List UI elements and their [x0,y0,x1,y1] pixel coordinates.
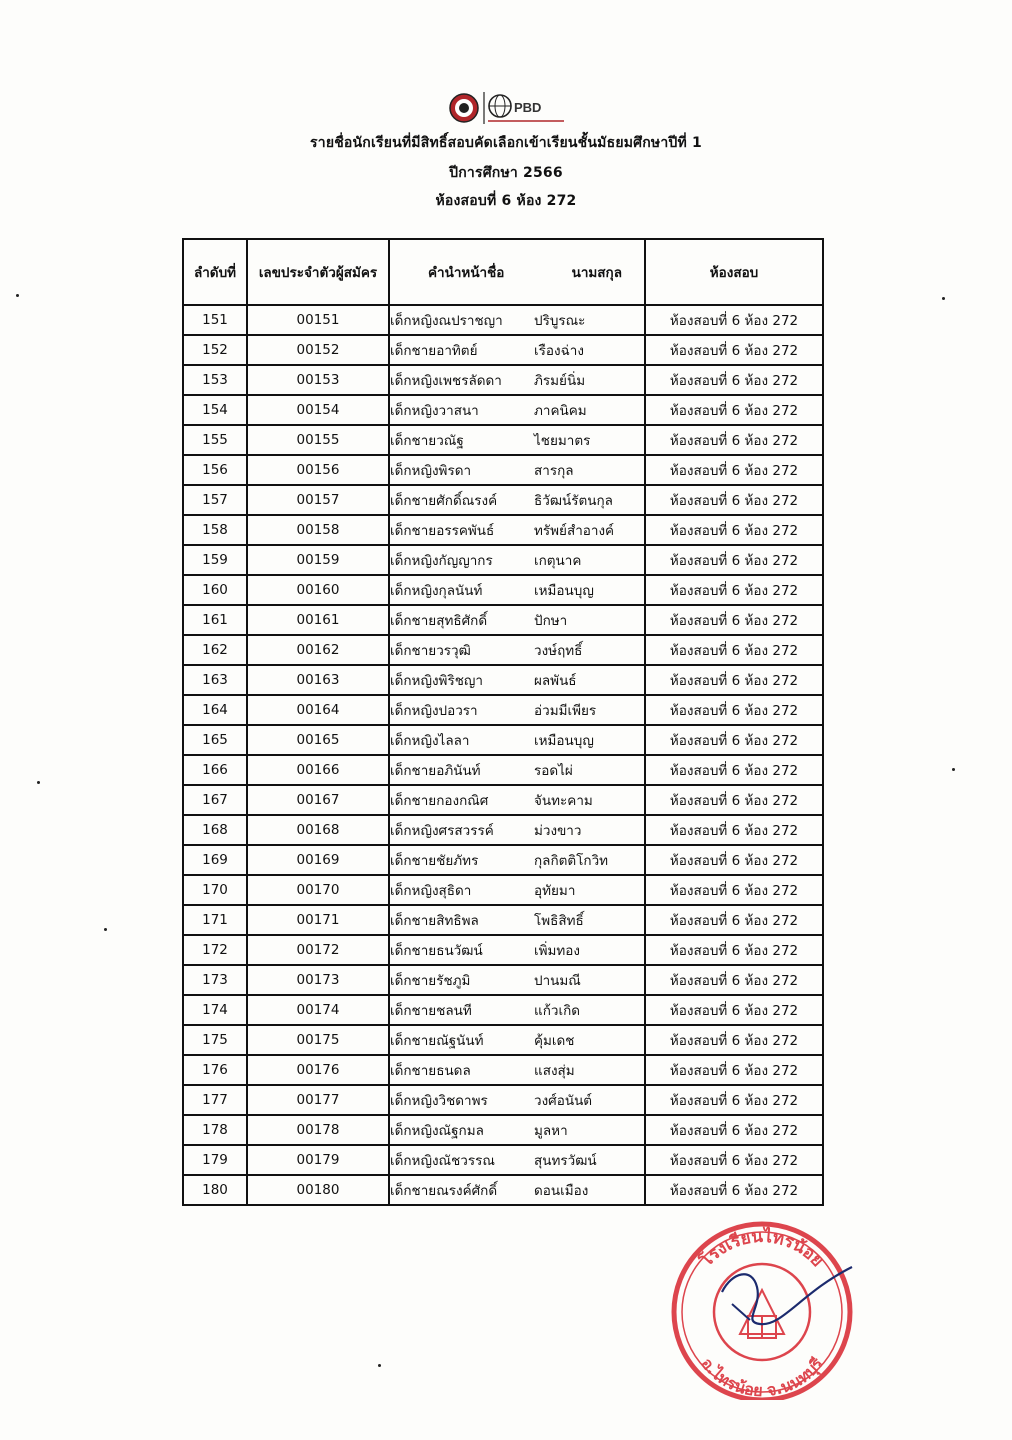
applicant-name: เด็กชายชัยภัทร [390,853,479,869]
applicant-surname: วงศ์อนันต์ [534,1093,593,1109]
row-number: 166 [183,755,247,785]
applicant-id: 00169 [247,845,389,875]
applicant-id: 00160 [247,575,389,605]
applicant-id: 00152 [247,335,389,365]
exam-room: ห้องสอบที่ 6 ห้อง 272 [645,545,823,575]
applicant-id: 00178 [247,1115,389,1145]
exam-room: ห้องสอบที่ 6 ห้อง 272 [645,1175,823,1205]
applicant-surname: ปักษา [534,613,568,629]
academic-year: ปีการศึกษา 2566 [449,165,563,181]
applicant-surname: แสงสุ่ม [534,1063,575,1079]
applicant-name-cell [389,605,645,635]
applicant-id: 00167 [247,785,389,815]
exam-room: ห้องสอบที่ 6 ห้อง 272 [645,515,823,545]
exam-room: ห้องสอบที่ 6 ห้อง 272 [645,1085,823,1115]
applicant-surname: สารกุล [534,463,574,479]
exam-room: ห้องสอบที่ 6 ห้อง 272 [645,1055,823,1085]
table-row [183,515,823,545]
applicant-name-cell [389,935,645,965]
applicant-name: เด็กชายวณัฐ [390,433,464,449]
table-row [183,545,823,575]
applicant-name-cell [389,785,645,815]
svg-text:อ.ไทรน้อย จ.นนทบุรี [697,1354,827,1400]
applicant-name-cell [389,1085,645,1115]
applicant-surname: กุลกิตติโกวิท [534,853,609,869]
exam-room: ห้องสอบที่ 6 ห้อง 272 [645,845,823,875]
table-row [183,335,823,365]
exam-room: ห้องสอบที่ 6 ห้อง 272 [645,725,823,755]
table-row [183,665,823,695]
applicant-id: 00164 [247,695,389,725]
row-number: 178 [183,1115,247,1145]
svg-text:โรงเรียนไทรน้อย [695,1226,827,1272]
table-row [183,425,823,455]
row-number: 180 [183,1175,247,1205]
applicant-surname: เหมือนบุญ [534,733,594,749]
exam-room: ห้องสอบที่ 6 ห้อง 272 [645,395,823,425]
applicant-surname: ม่วงขาว [534,823,582,839]
row-number: 154 [183,395,247,425]
row-number: 163 [183,665,247,695]
applicant-id: 00156 [247,455,389,485]
table-row [183,455,823,485]
applicant-surname: ทรัพย์สำอางค์ [534,523,615,539]
applicant-name-cell [389,725,645,755]
applicant-surname: ปานมณี [534,973,581,989]
table-header-row [183,239,823,305]
table-row [183,1175,823,1205]
table-row [183,605,823,635]
table-row [183,905,823,935]
applicant-id: 00157 [247,485,389,515]
applicant-surname: ธิวัฒน์รัตนกุล [534,493,613,509]
applicant-surname: วงษ์ฤทธิ์ [534,643,583,659]
applicant-name: เด็กชายอภินันท์ [390,763,481,779]
applicant-id: 00159 [247,545,389,575]
scan-speck [16,294,19,297]
applicant-name-cell [389,755,645,785]
applicant-surname: แก้วเกิด [534,1003,581,1019]
exam-room: ห้องสอบที่ 6 ห้อง 272 [645,365,823,395]
applicant-name-cell [389,695,645,725]
exam-room: ห้องสอบที่ 6 ห้อง 272 [645,335,823,365]
row-number: 172 [183,935,247,965]
applicant-name: เด็กชายสิทธิพล [390,913,479,929]
applicant-name: เด็กหญิงพิริชญา [390,673,483,689]
row-number: 176 [183,1055,247,1085]
row-number: 161 [183,605,247,635]
applicant-name-cell [389,845,645,875]
applicant-name: เด็กหญิงวาสนา [390,403,479,419]
applicant-name: เด็กหญิงปอวรา [390,703,478,719]
applicant-id: 00154 [247,395,389,425]
exam-room: ห้องสอบที่ 6 ห้อง 272 [645,995,823,1025]
applicant-id: 00166 [247,755,389,785]
table-row [183,575,823,605]
applicant-name: เด็กชายรัชภูมิ [390,973,471,989]
table-row [183,785,823,815]
signature [722,1267,852,1324]
scan-speck [378,1364,381,1367]
logo-text: PBD [514,100,542,115]
applicant-name-cell [389,575,645,605]
table-row [183,755,823,785]
row-number: 179 [183,1145,247,1175]
document-title: รายชื่อนักเรียนที่มีสิทธิ์สอบคัดเลือกเข้าเรียนชั้นมัธยมศึกษาปีที่ 1 [310,135,702,151]
row-number: 173 [183,965,247,995]
applicant-surname: อุทัยมา [534,883,576,899]
table-row [183,695,823,725]
applicant-surname: เรืองฉ่าง [534,343,584,359]
col-header-applicant-id: เลขประจำตัวผู้สมัคร [247,239,389,305]
col-header-prefix-name: คำนำหน้าชื่อ [428,265,505,281]
applicant-id: 00163 [247,665,389,695]
table-row [183,485,823,515]
applicant-id: 00168 [247,815,389,845]
applicant-name-cell [389,515,645,545]
applicant-name: เด็กหญิงสุธิดา [390,883,472,899]
row-number: 167 [183,785,247,815]
applicant-id: 00151 [247,305,389,335]
applicant-name-cell [389,965,645,995]
applicant-name: เด็กหญิงศรสวรรค์ [390,823,494,839]
table-row [183,875,823,905]
exam-room: ห้องสอบที่ 6 ห้อง 272 [645,965,823,995]
table-body [183,305,823,1205]
applicant-id: 00177 [247,1085,389,1115]
table-row [183,935,823,965]
applicant-id: 00174 [247,995,389,1025]
applicant-name-cell [389,905,645,935]
exam-room: ห้องสอบที่ 6 ห้อง 272 [645,1115,823,1145]
row-number: 158 [183,515,247,545]
applicant-surname: ปริบูรณะ [534,313,586,329]
row-number: 164 [183,695,247,725]
table-row [183,1085,823,1115]
row-number: 157 [183,485,247,515]
col-header-surname: นามสกุล [571,265,622,281]
applicant-surname: โพธิสิทธิ์ [534,913,584,929]
table-row [183,365,823,395]
applicant-id: 00179 [247,1145,389,1175]
exam-room: ห้องสอบที่ 6 ห้อง 272 [645,1145,823,1175]
applicant-surname: ดอนเมือง [534,1183,589,1199]
table-row [183,725,823,755]
applicant-surname: ภิรมย์นิ่ม [534,373,586,389]
row-number: 152 [183,335,247,365]
applicant-name: เด็กหญิงณัชวรรณ [390,1153,495,1169]
exam-room: ห้องสอบที่ 6 ห้อง 272 [645,905,823,935]
table-row [183,815,823,845]
applicant-name: เด็กชายสุทธิศักดิ์ [390,613,488,629]
applicant-name-cell [389,815,645,845]
exam-room: ห้องสอบที่ 6 ห้อง 272 [645,455,823,485]
applicant-name-cell [389,1115,645,1145]
applicant-name-cell [389,1145,645,1175]
applicant-name-cell [389,425,645,455]
exam-room-title: ห้องสอบที่ 6 ห้อง 272 [435,193,577,209]
applicant-name: เด็กชายณรงค์ศักดิ์ [390,1183,498,1199]
table-row [183,1115,823,1145]
applicant-name: เด็กหญิงณัฐกมล [390,1123,484,1139]
row-number: 165 [183,725,247,755]
applicant-name-cell [389,365,645,395]
applicant-name-cell [389,305,645,335]
applicant-surname: สุนทรวัฒน์ [534,1153,597,1169]
applicant-name: เด็กหญิงไลลา [390,733,470,749]
applicant-name: เด็กชายอาทิตย์ [390,343,478,359]
table-row [183,965,823,995]
table-row [183,1145,823,1175]
row-number: 174 [183,995,247,1025]
exam-room: ห้องสอบที่ 6 ห้อง 272 [645,635,823,665]
col-header-room: ห้องสอบ [645,239,823,305]
row-number: 170 [183,875,247,905]
exam-room: ห้องสอบที่ 6 ห้อง 272 [645,305,823,335]
row-number: 177 [183,1085,247,1115]
row-number: 151 [183,305,247,335]
col-header-name [389,239,645,305]
school-emblem-icon [450,94,478,122]
exam-room: ห้องสอบที่ 6 ห้อง 272 [645,575,823,605]
applicant-name: เด็กหญิงณปราชญา [390,313,503,329]
row-number: 160 [183,575,247,605]
applicant-surname: รอดไผ่ [534,763,573,779]
applicant-name-cell [389,545,645,575]
applicant-surname: เพิ่มทอง [534,943,581,959]
applicant-surname: มูลหา [534,1123,568,1139]
exam-room: ห้องสอบที่ 6 ห้อง 272 [645,755,823,785]
row-number: 159 [183,545,247,575]
applicant-name: เด็กชายธนดล [390,1063,471,1079]
table-row [183,635,823,665]
applicant-surname: ภาคนิคม [534,403,587,419]
exam-room: ห้องสอบที่ 6 ห้อง 272 [645,815,823,845]
scan-speck [104,928,107,931]
stamp-text-bottom: อ.ไทรน้อย จ.นนทบุรี [697,1354,827,1400]
applicant-id: 00175 [247,1025,389,1055]
applicant-name: เด็กหญิงวิชดาพร [390,1093,488,1109]
row-number: 171 [183,905,247,935]
table-row [183,395,823,425]
table-row [183,845,823,875]
applicant-id: 00171 [247,905,389,935]
applicant-id: 00165 [247,725,389,755]
row-number: 162 [183,635,247,665]
applicant-name-cell [389,665,645,695]
exam-room: ห้องสอบที่ 6 ห้อง 272 [645,665,823,695]
exam-room: ห้องสอบที่ 6 ห้อง 272 [645,875,823,905]
scan-speck [37,781,40,784]
applicant-id: 00153 [247,365,389,395]
applicant-name: เด็กหญิงกุลนันท์ [390,583,483,599]
exam-room: ห้องสอบที่ 6 ห้อง 272 [645,485,823,515]
row-number: 169 [183,845,247,875]
applicant-id: 00162 [247,635,389,665]
applicant-surname: เหมือนบุญ [534,583,594,599]
applicant-name-cell [389,995,645,1025]
applicant-name: เด็กหญิงกัญญากร [390,553,493,569]
applicant-name-cell [389,1025,645,1055]
exam-room: ห้องสอบที่ 6 ห้อง 272 [645,425,823,455]
applicant-name-cell [389,875,645,905]
stamp-emblem-icon [740,1290,784,1338]
row-number: 155 [183,425,247,455]
applicant-id: 00155 [247,425,389,455]
applicant-name-cell [389,1055,645,1085]
applicant-name: เด็กชายอรรคพันธ์ [390,523,495,539]
applicant-id: 00158 [247,515,389,545]
applicant-name: เด็กชายธนวัฒน์ [390,943,483,959]
row-number: 168 [183,815,247,845]
table-row [183,1025,823,1055]
applicant-name: เด็กหญิงเพชรลัดดา [390,373,502,389]
applicant-id: 00172 [247,935,389,965]
official-stamp [662,1212,862,1400]
table-row [183,995,823,1025]
applicant-id: 00180 [247,1175,389,1205]
applicant-name: เด็กชายณัฐนันท์ [390,1033,484,1049]
applicant-surname: จันทะคาม [534,793,593,809]
applicant-surname: ผลพันธ์ [534,673,577,689]
exam-room: ห้องสอบที่ 6 ห้อง 272 [645,1025,823,1055]
scan-speck [942,297,945,300]
applicant-name-cell [389,1175,645,1205]
exam-room: ห้องสอบที่ 6 ห้อง 272 [645,695,823,725]
applicant-id: 00176 [247,1055,389,1085]
row-number: 156 [183,455,247,485]
applicant-name: เด็กชายกองกณิศ [390,793,489,809]
applicant-name: เด็กชายศักดิ์ณรงค์ [390,493,498,509]
applicant-table [182,238,824,1206]
exam-room: ห้องสอบที่ 6 ห้อง 272 [645,605,823,635]
applicant-name-cell [389,635,645,665]
exam-room: ห้องสอบที่ 6 ห้อง 272 [645,785,823,815]
applicant-name: เด็กหญิงพิรดา [390,463,472,479]
scan-speck [952,768,955,771]
applicant-surname: ไชยมาตร [534,433,591,449]
stamp-text-top: โรงเรียนไทรน้อย [696,1226,828,1272]
applicant-name: เด็กชายชลนที [390,1003,472,1019]
applicant-name: เด็กชายวรวุฒิ [390,643,471,659]
globe-logo-icon [489,95,511,117]
applicant-name-cell [389,455,645,485]
exam-room: ห้องสอบที่ 6 ห้อง 272 [645,935,823,965]
table-row [183,1055,823,1085]
applicant-id: 00161 [247,605,389,635]
row-number: 153 [183,365,247,395]
applicant-id: 00173 [247,965,389,995]
applicant-name-cell [389,335,645,365]
applicant-name-cell [389,395,645,425]
applicant-surname: คุ้มเดช [534,1033,575,1049]
applicant-name-cell [389,485,645,515]
applicant-id: 00170 [247,875,389,905]
row-number: 175 [183,1025,247,1055]
applicant-surname: เกตุนาค [534,553,582,569]
table-row [183,305,823,335]
col-header-no: ลำดับที่ [183,239,247,305]
applicant-surname: อ่วมมีเพียร [534,703,597,719]
header-logos [448,88,568,128]
